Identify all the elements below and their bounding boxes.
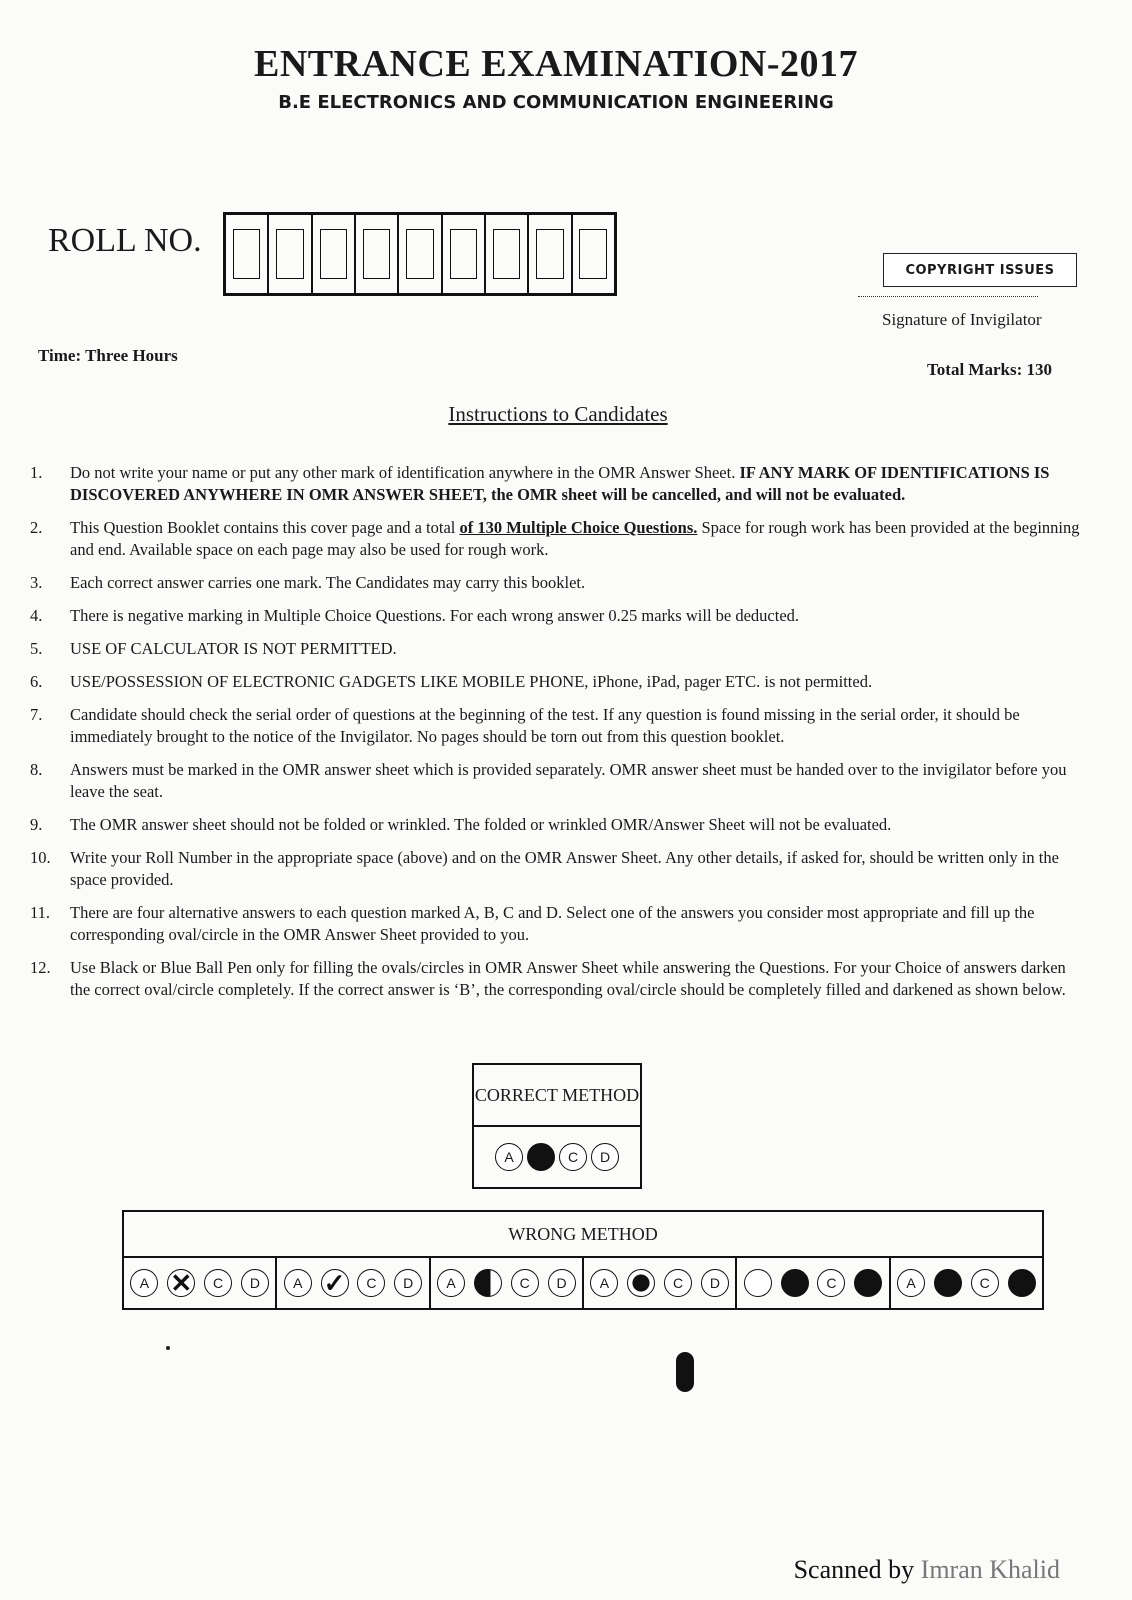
wrong-method-title: WRONG METHOD	[124, 1212, 1042, 1258]
instruction-item: 2. This Question Booklet contains this cover page and a total of 130 Multiple Choice Questions. Space for rough work has been provided at the beginning and end. Available space on each page may also be used for rough work.	[30, 518, 1080, 559]
filled-bubble-icon	[1008, 1269, 1036, 1297]
roll-digit-box[interactable]	[441, 215, 484, 293]
filled-bubble-icon	[934, 1269, 962, 1297]
time-allowed: Time: Three Hours	[38, 346, 178, 365]
roll-digit-box[interactable]	[397, 215, 440, 293]
copyright-notice: COPYRIGHT ISSUES	[883, 253, 1077, 287]
instruction-item: 5. USE OF CALCULATOR IS NOT PERMITTED.	[30, 639, 397, 658]
instruction-item: 9. The OMR answer sheet should not be folded or wrinkled. The folded or wrinkled OMR/Answer Sheet will not be evaluated.	[30, 815, 892, 834]
instruction-item: 6. USE/POSSESSION OF ELECTRONIC GADGETS LIKE MOBILE PHONE, iPhone, iPad, pager ETC. is not permitted.	[30, 672, 873, 691]
dot-bubble-icon	[627, 1269, 655, 1297]
roll-digit-box[interactable]	[311, 215, 354, 293]
wrong-method-example	[122, 1210, 1044, 1310]
invigilator-signature-label: Signature of Invigilator	[882, 310, 1042, 329]
correct-method-example	[472, 1063, 642, 1189]
wrong-method-bubbles	[124, 1258, 1042, 1308]
instruction-item: 4. There is negative marking in Multiple Choice Questions. For each wrong answer 0.25 marks will be deducted.	[30, 606, 800, 625]
instruction-item: 8. Answers must be marked in the OMR answer sheet which is provided separately. OMR answer sheet must be handed over to the invigilator before you leave the seat.	[30, 760, 1067, 801]
ink-blot	[676, 1352, 694, 1392]
ticked-bubble-icon: ✓	[321, 1269, 349, 1297]
roll-digit-box[interactable]	[354, 215, 397, 293]
wrong-example-overfilled: A C	[889, 1258, 1042, 1308]
instructions-list	[30, 462, 1080, 1012]
filled-bubble-icon	[854, 1269, 882, 1297]
correct-method-bubbles	[474, 1127, 640, 1187]
signature-line	[858, 296, 1038, 297]
roll-digit-box[interactable]	[226, 215, 267, 293]
scan-credit: Scanned by Imran Khalid	[793, 1555, 1060, 1584]
bubble-a: A	[495, 1143, 523, 1171]
roll-digit-box[interactable]	[267, 215, 310, 293]
wrong-example-dot: A C D	[582, 1258, 735, 1308]
wrong-example-multiple: C	[735, 1258, 888, 1308]
bubble-c: C	[559, 1143, 587, 1171]
ink-dot	[166, 1346, 170, 1350]
roll-number-label: ROLL NO.	[48, 222, 202, 259]
wrong-example-half-filled: A C D	[429, 1258, 582, 1308]
bubble-b-filled	[527, 1143, 555, 1171]
exam-title: ENTRANCE EXAMINATION-2017	[254, 43, 858, 85]
instruction-item: 3. Each correct answer carries one mark. The Candidates may carry this booklet.	[30, 573, 586, 592]
half-filled-bubble-icon	[474, 1269, 502, 1297]
wrong-example-ticked: A ✓ C D	[275, 1258, 428, 1308]
wrong-example-crossed: A ✕ C D	[124, 1258, 275, 1308]
correct-method-title: CORRECT METHOD	[474, 1065, 640, 1127]
roll-digit-box[interactable]	[571, 215, 614, 293]
instruction-item: 1. Do not write your name or put any other mark of identification anywhere in the OMR Answer Sheet. IF ANY MARK OF IDENTIFICATIONS IS DISCOVERED ANYWHERE IN OMR ANSWER SHEET, the OMR sheet will be cancelled, and will not be evaluated.	[30, 463, 1050, 504]
filled-bubble-icon	[781, 1269, 809, 1297]
instruction-item: 11. There are four alternative answers to each question marked A, B, C and D. Select one of the answers you consider most appropriate and fill up the corresponding oval/circle in the OMR Answer Sheet provided to you.	[30, 903, 1035, 944]
instruction-item: 10. Write your Roll Number in the appropriate space (above) and on the OMR Answer Sheet. Any other details, if asked for, should be written only in the space provided.	[30, 848, 1059, 889]
crossed-bubble-icon: ✕	[167, 1269, 195, 1297]
roll-digit-box[interactable]	[484, 215, 527, 293]
instructions-heading: Instructions to Candidates	[448, 402, 668, 426]
bubble-d: D	[591, 1143, 619, 1171]
exam-subtitle: B.E ELECTRONICS AND COMMUNICATION ENGINEERING	[278, 92, 834, 113]
instruction-item: 7. Candidate should check the serial order of questions at the beginning of the test. If any question is found missing in the serial order, it should be immediately brought to the notice of the Invigilator. No pages should be torn out from this question booklet.	[30, 705, 1020, 746]
roll-number-boxes[interactable]	[223, 212, 617, 296]
total-marks: Total Marks: 130	[927, 360, 1052, 379]
instruction-item: 12. Use Black or Blue Ball Pen only for filling the ovals/circles in OMR Answer Sheet while answering the Questions. For your Choice of answers darken the correct oval/circle completely. If the correct answer is ‘B’, the corresponding oval/circle should be completely filled and darkened as shown below.	[30, 958, 1066, 999]
roll-digit-box[interactable]	[527, 215, 570, 293]
